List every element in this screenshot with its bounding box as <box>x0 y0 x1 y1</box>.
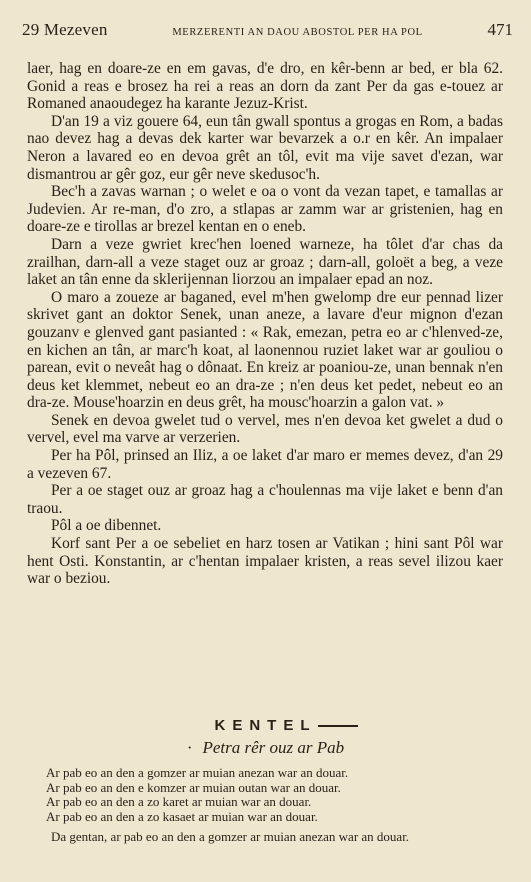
paragraph: laer, hag en doare-ze en em gavas, d'e dro, en kêr-benn ar bed, er bla 62. Gonid a reas e brosez ha rei a reas an dorn da zant Per da gas e-touez ar Romaned anaoudegez ha karante Jezuz-Krist. <box>27 60 503 113</box>
title-underline <box>318 725 358 727</box>
section-title: KENTEL <box>214 717 317 734</box>
running-title: MERZERENTI AN DAOU ABOSTOL PER HA POL <box>172 27 423 38</box>
verse-line: Ar pab eo an den a zo kasaet ar muian war an douar. <box>46 808 318 824</box>
paragraph: Bec'h a zavas warnan ; o welet e oa o vont da vezan tapet, e tamallas ar Judevien. Ar re-man, d'o zro, a stlapas ar zamm war ar gristenien, hag en doare-ze e tirollas ar brezel kentan en o eneb. <box>27 183 503 236</box>
subtitle-text: Petra rêr ouz ar Pab <box>202 738 345 757</box>
paragraph: Pôl a oe dibennet. <box>51 517 162 535</box>
paragraph: Darn a veze gwriet krec'hen loened warneze, ha tôlet d'ar chas da zrailhan, darn-all a veze staget ouz ar groaz ; darn-all, goloët a beg, a veze laket an tân enne da sklerijennan liorzou an impalaer epad an noz. <box>27 235 503 289</box>
verse-line: Ar pab eo an den e komzer ar muian outan war an douar. <box>46 779 341 795</box>
paragraph: O maro a zoueze ar baganed, evel m'hen gwelomp dre eur pennad lizer skrivet gant an doktor Senek, unan aneze, a lavare d'eur mignon d'ezan gouzanv e glenved gant pasianted : « Rak, emezan, petra eo ar c'hlenved-ze, en kichen an tân, ar marc'h koat, al laonennou ruziet laket war ar gouliou o parean, evit o neveât hag o dônaat. En kreiz ar poaniou-ze, unan bennak n'en deus ket klemmet, nebeut eo an dra-ze ; n'en deus ket pedet, nebeut eo an dra-ze. Mouse'hoarzin en deus grêt, ha mousc'hoarzin a galon vat. » <box>27 288 503 412</box>
verse-list <box>46 766 506 824</box>
verse-line: Ar pab eo an den a zo karet ar muian war an douar. <box>46 794 312 809</box>
closing-paragraph: Da gentan, ar pab eo an den a gomzer ar muian anezan war an douar. <box>51 829 410 844</box>
section-subtitle <box>0 738 531 758</box>
verse-line: Ar pab eo an den a gomzer ar muian anezan war an douar. <box>46 765 349 780</box>
page-header <box>22 20 513 42</box>
paragraph: Per ha Pôl, prinsed an Iliz, a oe laket d'ar maro er memes devez, d'an 29 a vezeven 67. <box>27 447 503 482</box>
paragraph: Korf sant Per a oe sebeliet en harz tosen ar Vatikan ; hini sant Pôl war hent Osti. Konstantin, ar c'hentan impalaer kristen, a reas sevel ilizou kaer war o beziou. <box>27 535 503 588</box>
paragraph: Per a oe staget ouz ar groaz hag a c'houlennas ma vije laket e benn d'an traou. <box>27 482 503 517</box>
main-text <box>27 60 503 588</box>
chapter-label: 29 Mezeven <box>22 20 108 39</box>
paragraph: Senek en devoa gwelet tud o vervel, mes n'en devoa ket gwelet a dud o vervel, evel ma varve ar verzerien. <box>27 411 503 447</box>
page-number: 471 <box>487 20 513 39</box>
bullet-glyph: · <box>186 738 193 757</box>
paragraph: D'an 19 a viz gouere 64, eun tân gwall spontus a grogas en Rom, a badas nao devez hag a devas dek karter war bevarzek a o.r en kêr. An impalaer Neron a lavared eo en devoa grêt an tôl, evit ma vije savet d'ezan, war dismantrou ar gêr goz, eur gêr neve skedusoc'h. <box>27 112 503 183</box>
closing-text <box>27 830 505 845</box>
